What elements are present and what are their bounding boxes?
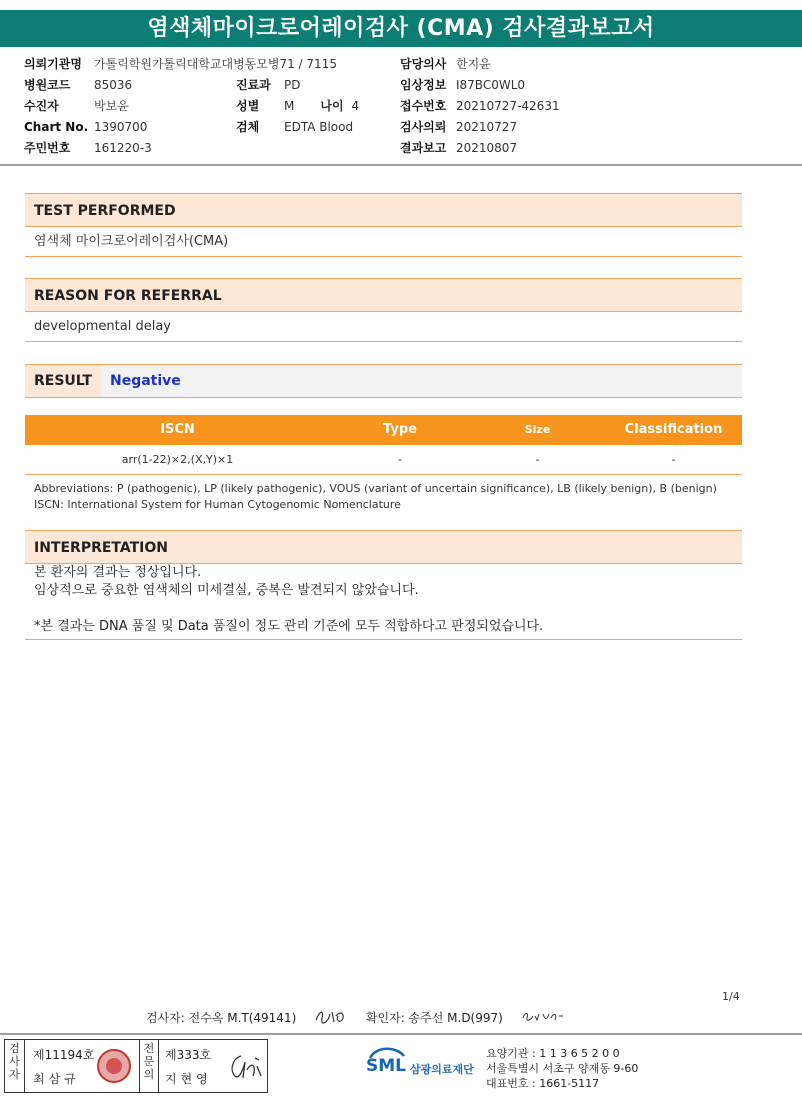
info-value: EDTA Blood <box>284 120 354 134</box>
stamp-label-tester: 검사자 <box>5 1040 25 1092</box>
col-header-type: Type <box>383 422 417 437</box>
info-label: 수진자 <box>24 99 59 113</box>
age-value: 4 <box>351 99 360 113</box>
tester-license: 제11194호 <box>33 1048 95 1062</box>
info-value: 1390700 <box>94 120 148 134</box>
confirmer-signature <box>521 1010 565 1027</box>
interpretation-text <box>25 564 742 636</box>
cell-type: - <box>398 453 402 466</box>
info-value: PD <box>284 78 301 92</box>
org-address: 서울특별시 서초구 양재동 9-60 <box>486 1062 639 1075</box>
info-value: I87BC0WL0 <box>456 78 526 92</box>
info-label: Chart No. <box>24 120 89 134</box>
abbreviation-line: ISCN: International System for Human Cytogenomic Nomenclature <box>34 498 401 511</box>
iscn-table <box>25 415 742 475</box>
result-value: Negative <box>110 373 181 389</box>
interpretation-line: 임상적으로 중요한 염색체의 미세결실, 중복은 발견되지 않았습니다. <box>34 583 419 598</box>
abbreviation-line: Abbreviations: P (pathogenic), LP (likely pathogenic), VOUS (variant of uncertain significance), LB (likely benign), B (benign) <box>34 482 717 495</box>
info-row-spacer <box>236 55 359 76</box>
confirmer-name: 확인자: 송주선 M.D(997) <box>365 1011 503 1025</box>
info-label: 임상정보 <box>400 78 447 92</box>
info-label: 결과보고 <box>400 141 447 155</box>
certification-stamp <box>4 1039 268 1093</box>
section-heading: REASON FOR REFERRAL <box>25 278 742 312</box>
cell-iscn: arr(1-22)×2,(X,Y)×1 <box>121 453 234 466</box>
section-heading: INTERPRETATION <box>25 530 742 564</box>
table-row <box>25 445 742 475</box>
col-header-iscn: ISCN <box>160 422 195 437</box>
test-performed-section <box>25 193 742 257</box>
info-row-doctor <box>400 55 560 76</box>
info-value: 161220-3 <box>94 141 152 155</box>
info-label: 성별 <box>236 99 260 113</box>
result-row <box>25 364 742 398</box>
tester-signature <box>314 1008 348 1029</box>
info-row-department <box>236 76 359 97</box>
section-heading: TEST PERFORMED <box>25 193 742 227</box>
tester-name: 검사자: 전수옥 M.T(49141) <box>146 1011 297 1025</box>
info-column-3 <box>400 55 560 160</box>
cell-size: - <box>535 453 540 466</box>
footer-divider <box>0 1033 802 1035</box>
age-label: 나이 <box>320 99 344 113</box>
info-row-report-date <box>400 139 560 160</box>
col-header-classification: Classification <box>624 422 723 437</box>
seal-icon <box>97 1049 131 1083</box>
info-value: 85036 <box>94 78 133 92</box>
interpretation-section <box>25 530 742 640</box>
info-value: M <box>284 99 295 113</box>
organization-name: 삼광의료재단 <box>410 1063 474 1076</box>
info-label: 진료과 <box>236 78 271 92</box>
tester-license-name: 최삼규 <box>33 1072 80 1086</box>
section-body: 염색체 마이크로어레이검사(CMA) <box>25 227 742 257</box>
info-value: 박보윤 <box>94 99 129 113</box>
info-row-clinical <box>400 76 560 97</box>
interpretation-line: 본 환자의 결과는 정상입니다. <box>34 565 202 580</box>
info-label: 담당의사 <box>400 57 447 71</box>
stamp-label-specialist: 전문의 <box>139 1040 159 1092</box>
table-header <box>25 415 742 445</box>
section-body: developmental delay <box>25 312 742 342</box>
sml-logo-text: SML <box>366 1056 406 1076</box>
signers-line <box>146 1008 579 1029</box>
info-value: 20210727-42631 <box>456 99 560 113</box>
report-title: 염색체마이크로어레이검사 (CMA) 검사결과보고서 <box>0 10 802 47</box>
cell-classification: - <box>671 453 676 466</box>
spacer <box>34 600 742 618</box>
page-number: 1/4 <box>722 990 740 1003</box>
info-value: 20210727 <box>456 120 518 134</box>
abbreviations <box>34 481 717 513</box>
col-header-size: Size <box>524 423 551 436</box>
info-row-receipt-no <box>400 97 560 118</box>
info-label: 검체 <box>236 120 260 134</box>
info-label: 병원코드 <box>24 78 71 92</box>
specialist-license-name: 지현영 <box>165 1072 212 1086</box>
info-value: 가톨릭학원가톨릭대학교대병동모병71 / 7115 <box>94 57 337 71</box>
info-row-specimen <box>236 118 359 139</box>
info-row-request-date <box>400 118 560 139</box>
result-label: RESULT <box>25 365 101 397</box>
info-label: 주민번호 <box>24 141 71 155</box>
org-code: 요양기관 : 1 1 3 6 5 2 0 0 <box>486 1047 620 1060</box>
info-column-2 <box>236 55 359 139</box>
org-phone: 대표번호 : 1661-5117 <box>486 1077 600 1090</box>
info-label: 의뢰기관명 <box>24 57 82 71</box>
specialist-signature <box>227 1050 265 1085</box>
info-label: 접수번호 <box>400 99 447 113</box>
reason-section <box>25 278 742 342</box>
info-row-id-number <box>24 139 337 160</box>
interpretation-note: *본 결과는 DNA 품질 및 Data 품질이 정도 관리 기준에 모두 적합하다고 판정되었습니다. <box>34 619 544 634</box>
header-divider <box>0 164 802 166</box>
info-label: 검사의뢰 <box>400 120 447 134</box>
organization-info <box>486 1046 638 1091</box>
specialist-license: 제333호 <box>165 1048 212 1062</box>
info-row-sex-age <box>236 97 359 118</box>
info-value: 한지윤 <box>456 57 491 71</box>
info-value: 20210807 <box>456 141 518 155</box>
